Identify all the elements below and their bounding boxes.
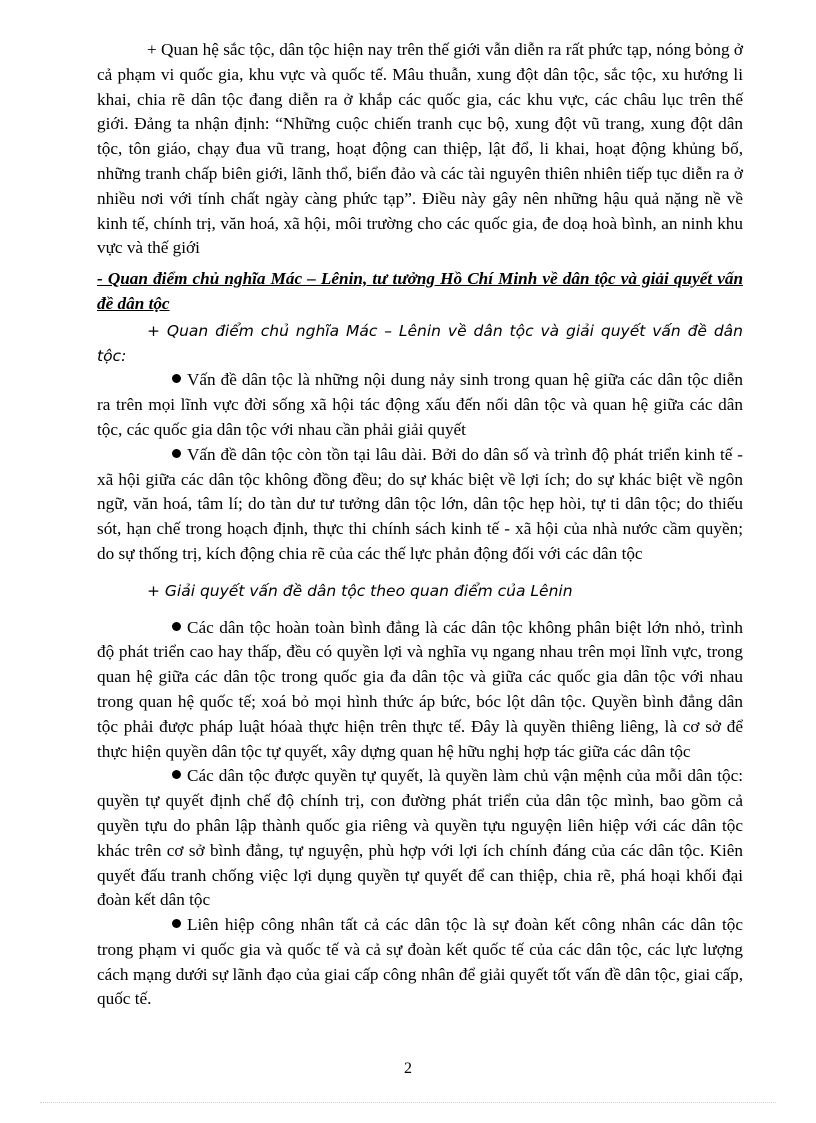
- bullet-paragraph: [97, 443, 743, 567]
- bullet-dot-icon: [172, 919, 181, 928]
- bullet-paragraph: [97, 368, 743, 442]
- subsection-heading-lenin-solution: + Giải quyết vấn đề dân tộc theo quan điểm của Lênin: [147, 581, 573, 600]
- document-body: [97, 38, 743, 1012]
- bullet-dot-icon: [172, 622, 181, 631]
- bullet-dot-icon: [172, 374, 181, 383]
- page-number: 2: [404, 1060, 412, 1077]
- intro-paragraph: + Quan hệ sắc tộc, dân tộc hiện nay trên thế giới vẫn diễn ra rất phức tạp, nóng bỏng ở cả phạm vi quốc gia, khu vực và quốc tế. Mâu thuẫn, xung đột dân tộc, sắc tộc, xu hướng li khai, chia rẽ dân tộc đang diễn ra ở khắp các quốc gia, các khu vực, các châu lục trên thế giới. Đảng ta nhận định: “Những cuộc chiến tranh cục bộ, xung đột vũ trang, xung đột dân tộc, tôn giáo, chạy đua vũ trang, hoạt động can thiệp, lật đổ, li khai, hoạt động khủng bố, những tranh chấp biên giới, lãnh thổ, biển đảo và các tài nguyên thiên nhiên tiếp tục diễn ra ở nhiều nơi với tính chất ngày càng phức tạp”. Điều này gây nên những hậu quả nặng nề về kinh tế, chính trị, văn hoá, xã hội, môi trường cho các quốc gia, đe doạ hoà bình, an ninh khu vực và thế giới: [97, 40, 743, 258]
- bullet-dot-icon: [172, 770, 181, 779]
- bullet-paragraph: [97, 616, 743, 765]
- bullet-text: Các dân tộc hoàn toàn bình đẳng là các dân tộc không phân biệt lớn nhỏ, trình độ phát triển cao hay thấp, đều có quyền lợi và nghĩa vụ ngang nhau trên mọi lĩnh vực, trong quan hệ giữa các dân tộc trong quốc gia đa dân tộc và giữa các quốc gia dân tộc với nhau trong quan hệ quốc tế; xoá bỏ mọi hình thức áp bức, bóc lột dân tộc. Quyền bình đẳng dân tộc phải được pháp luật hóaà thực hiện trên thực tế. Đây là quyền thiêng liêng, là cơ sở để thực hiện quyền dân tộc tự quyết, xây dựng quan hệ hữu nghị hợp tác giữa các dân tộc: [97, 617, 743, 761]
- footer-divider: [40, 1102, 776, 1103]
- bullet-text: Liên hiệp công nhân tất cả các dân tộc là sự đoàn kết công nhân các dân tộc trong phạm vi quốc gia và quốc tế và cả sự đoàn kết quốc tế của các dân tộc, các lực lượng cách mạng dưới sự lãnh đạo của giai cấp công nhân để giải quyết tốt vấn đề dân tộc, giai cấp, quốc tế.: [97, 915, 743, 1009]
- section-heading: - Quan điểm chủ nghĩa Mác – Lênin, tư tưởng Hồ Chí Minh về dân tộc và giải quyết vấn đề dân tộc: [97, 269, 743, 313]
- bullet-text: Vấn đề dân tộc còn tồn tại lâu dài. Bởi do dân số và trình độ phát triển kinh tế - xã hội giữa các dân tộc không đồng đều; do sự khác biệt về lợi ích; do sự khác biệt về ngôn ngữ, văn hoá, tâm lí; do tàn dư tư tưởng dân tộc lớn, dân tộc hẹp hòi, tự ti dân tộc; do thiếu sót, hạn chế trong hoạch định, thực thi chính sách kinh tế - xã hội của nhà nước cầm quyền; do sự thống trị, kích động chia rẽ của các thế lực phản động đối với các dân tộc: [97, 444, 743, 563]
- bullet-dot-icon: [172, 449, 181, 458]
- bullet-text: Các dân tộc được quyền tự quyết, là quyền làm chủ vận mệnh của mỗi dân tộc: quyền tự quyết định chế độ chính trị, con đường phát triển của dân tộc mình, bao gồm cả quyền tựu do phân lập thành quốc gia riêng và quyền tựu nguyện liên hiệp với các dân tộc khác trên cơ sở bình đẳng, tự nguyện, phù hợp với lợi ích chính đáng của các dân tộc. Kiên quyết đấu tranh chống việc lợi dụng quyền tự quyết để can thiệp, chia rẽ, phá hoại khối đại đoàn kết dân tộc: [97, 766, 743, 910]
- bullet-paragraph: [97, 764, 743, 913]
- bullet-text: Vấn đề dân tộc là những nội dung nảy sinh trong quan hệ giữa các dân tộc diễn ra trên mọi lĩnh vực đời sống xã hội tác động xấu đến nối dân tộc và quan hệ giữa các dân tộc, các quốc gia dân tộc với nhau cần phải giải quyết: [97, 370, 743, 439]
- subsection-heading-marxist-view: + Quan điểm chủ nghĩa Mác – Lênin về dân tộc và giải quyết vấn đề dân tộc:: [97, 321, 743, 365]
- bullet-paragraph: [97, 913, 743, 1012]
